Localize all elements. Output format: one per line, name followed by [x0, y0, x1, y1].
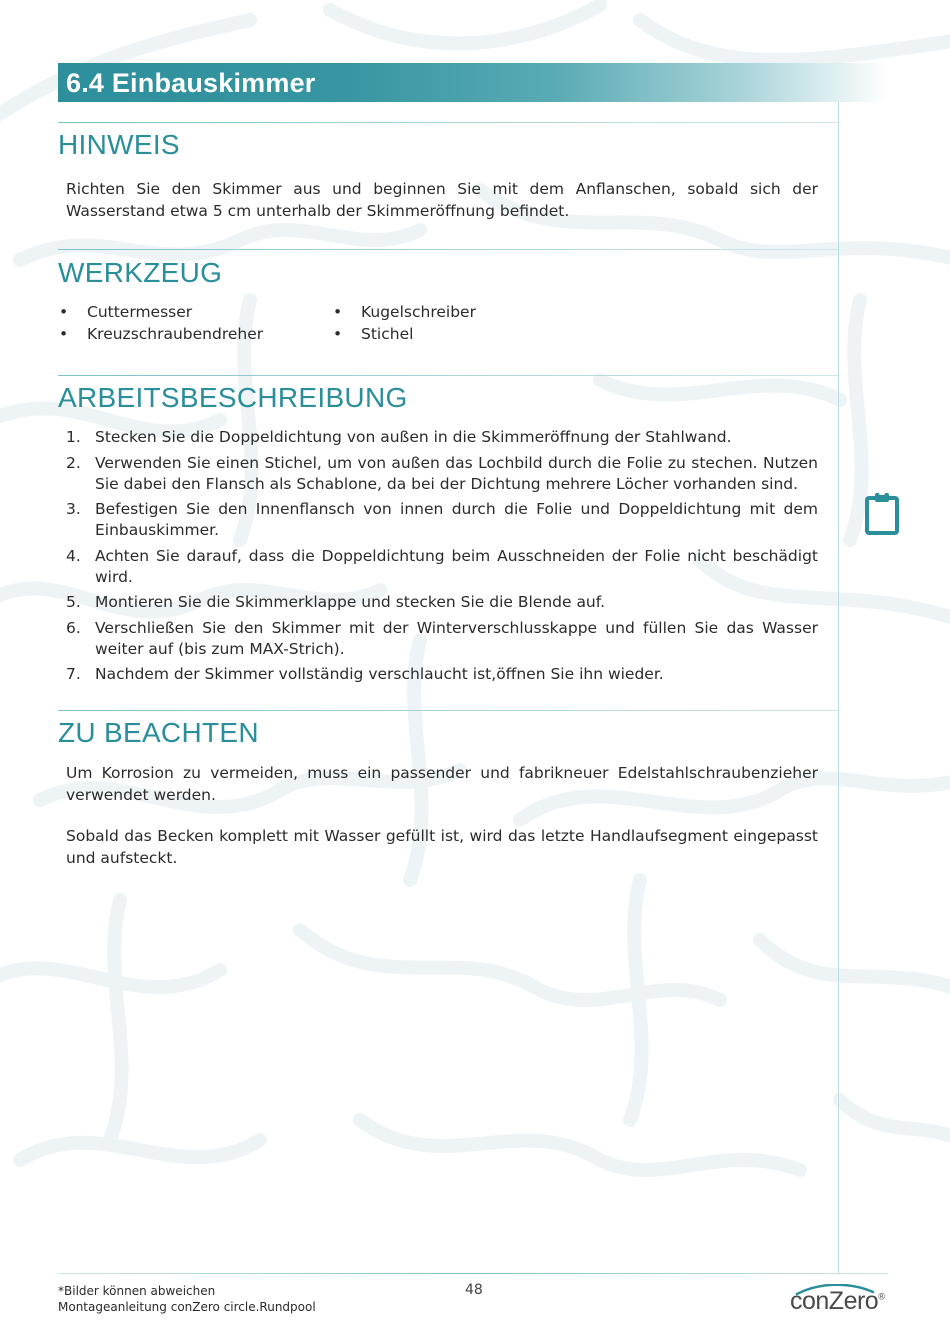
- step-text: Befestigen Sie den Innenflansch von innen durch die Folie und Doppeldichtung mit dem Einbauskimmer.: [95, 500, 818, 539]
- zu-beachten-heading: ZU BEACHTEN: [58, 717, 259, 748]
- divider: [58, 710, 838, 711]
- hinweis-heading: HINWEIS: [58, 129, 180, 160]
- section-title: 6.4 Einbauskimmer: [66, 68, 316, 98]
- footer-divider: [58, 1273, 888, 1274]
- list-item: • Cuttermesser: [59, 302, 263, 324]
- list-item: [66, 592, 818, 613]
- step-list: [66, 427, 818, 690]
- list-item: [66, 618, 818, 660]
- step-text: Nachdem der Skimmer vollständig verschlaucht ist,öffnen Sie ihn wieder.: [95, 665, 664, 683]
- list-item: [66, 546, 818, 588]
- step-number: 4.: [66, 546, 81, 565]
- step-number: 2.: [66, 453, 81, 472]
- divider: [58, 375, 838, 376]
- registered-mark: ®: [878, 1291, 885, 1302]
- right-margin-line: [838, 102, 839, 1274]
- step-number: 6.: [66, 618, 81, 637]
- list-item: • Stichel: [333, 324, 476, 346]
- footnote-images: *Bilder können abweichen: [58, 1284, 216, 1298]
- section-title-bar: [58, 63, 888, 102]
- clipboard-icon: [864, 490, 900, 536]
- list-item: [66, 499, 818, 541]
- zu-beachten-text-1: Um Korrosion zu vermeiden, muss ein passender und fabrikneuer Edelstahlschraubenzieher verwendet werden.: [66, 764, 818, 804]
- brand-logo-text: conZero: [790, 1287, 879, 1315]
- step-text: Verschließen Sie den Skimmer mit der Winterverschlusskappe und füllen Sie das Wasser weiter auf (bis zum MAX-Strich).: [95, 618, 818, 658]
- list-item: • Kugelschreiber: [333, 302, 476, 324]
- tool-list-left: [59, 302, 263, 345]
- step-text: Montieren Sie die Skimmerklappe und stecken Sie die Blende auf.: [95, 593, 606, 611]
- list-item: [66, 664, 818, 685]
- brand-logo: [790, 1287, 884, 1316]
- footnote-manual: Montageanleitung conZero circle.Rundpool: [58, 1300, 316, 1314]
- hinweis-text: Richten Sie den Skimmer aus und beginnen Sie mit dem Anflanschen, sobald sich der Wasserstand etwa 5 cm unterhalb der Skimmeröffnung befindet.: [66, 180, 818, 220]
- step-number: 7.: [66, 665, 81, 683]
- step-text: Verwenden Sie einen Stichel, um von außen das Lochbild durch die Folie zu stechen. Nutzen Sie dabei den Flansch als Schablone, da bei der Dichtung mehrere Löcher vorhanden sind.: [95, 453, 818, 493]
- step-text: Achten Sie darauf, dass die Doppeldichtung beim Ausschneiden der Folie nicht beschädigt wird.: [95, 546, 818, 586]
- page-number: 48: [465, 1282, 483, 1298]
- list-item: [66, 427, 818, 448]
- tool-list-right: [333, 302, 476, 345]
- divider: [58, 249, 838, 250]
- step-text: Stecken Sie die Doppeldichtung von außen in die Skimmeröffnung der Stahlwand.: [95, 428, 732, 446]
- list-item: [66, 453, 818, 495]
- list-item: • Kreuzschraubendreher: [59, 324, 263, 346]
- arbeitsbeschreibung-heading: ARBEITSBESCHREIBUNG: [58, 382, 408, 413]
- step-number: 3.: [66, 500, 81, 518]
- step-number: 5.: [66, 593, 81, 611]
- step-number: 1.: [66, 428, 81, 446]
- werkzeug-heading: WERKZEUG: [58, 257, 223, 288]
- zu-beachten-text-2: Sobald das Becken komplett mit Wasser gefüllt ist, wird das letzte Handlaufsegment eingepasst und aufsteckt.: [66, 827, 818, 867]
- divider: [58, 122, 838, 123]
